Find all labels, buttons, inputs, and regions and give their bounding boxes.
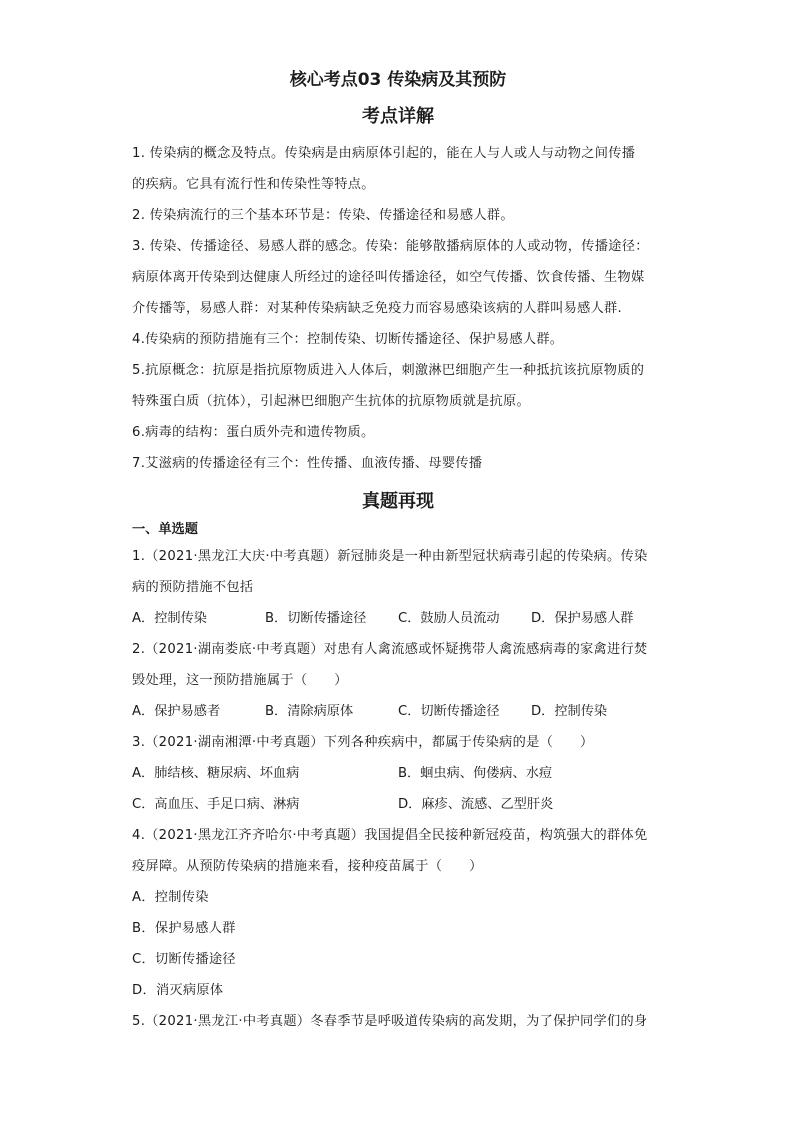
option-b: B．清除病原体 xyxy=(265,704,354,719)
question-type-heading: 一、单选题 xyxy=(132,522,198,537)
question-options xyxy=(132,789,664,820)
point-line: 3. 传染、传播途径、易感人群的感念。传染：能够散播病原体的人或动物，传播途径： xyxy=(132,239,649,254)
option-a: A．控制传染 xyxy=(132,611,207,626)
option-c: C．切断传播途径 xyxy=(132,952,236,967)
question-text: 4.（2021·黑龙江齐齐哈尔·中考真题）我国提倡全民接种新冠疫苗，构筑强大的群体免 xyxy=(132,828,648,843)
question-text: 疫屏障。从预防传染病的措施来看，接种疫苗属于（ ） xyxy=(132,859,483,874)
option-b: B．蛔虫病、佝偻病、水痘 xyxy=(398,766,553,781)
option-c: C．高血压、手足口病、淋病 xyxy=(132,797,300,812)
option-a: A．控制传染 xyxy=(132,890,209,905)
point-line: 1. 传染病的概念及特点。传染病是由病原体引起的，能在人与人或人与动物之间传播 xyxy=(132,146,636,161)
key-points-list xyxy=(132,138,664,479)
point-line: 4.传染病的预防措施有三个：控制传染、切断传播途径、保护易感人群。 xyxy=(132,332,564,347)
question-options xyxy=(132,603,664,634)
option-c: C．切断传播途径 xyxy=(398,704,500,719)
option-d: D．保护易感人群 xyxy=(531,611,634,626)
option-d: D．麻疹、流感、乙型肝炎 xyxy=(398,797,554,812)
point-line: 2. 传染病流行的三个基本环节是：传染、传播途径和易感人群。 xyxy=(132,208,514,223)
point-line: 的疾病。它具有流行性和传染性等特点。 xyxy=(132,177,375,192)
document-title: 核心考点03 传染病及其预防 xyxy=(289,70,507,90)
point-line: 病原体离开传染到达健康人所经过的途径叫传播途径，如空气传播、饮食传播、生物媒 xyxy=(132,270,645,285)
question-text: 1.（2021·黑龙江大庆·中考真题）新冠肺炎是一种由新型冠状病毒引起的传染病。传染 xyxy=(132,549,648,564)
question-5 xyxy=(132,1006,664,1037)
option-a: A．保护易感者 xyxy=(132,704,221,719)
point-line: 7.艾滋病的传播途径有三个：性传播、血液传播、母婴传播 xyxy=(132,456,483,471)
question-options xyxy=(132,696,664,727)
question-1 xyxy=(132,541,664,634)
point-line: 5.抗原概念：抗原是指抗原物质进入人体后，刺激淋巴细胞产生一种抵抗该抗原物质的 xyxy=(132,363,645,378)
document-content xyxy=(132,66,664,1037)
point-line: 特殊蛋白质（抗体），引起淋巴细胞产生抗体的抗原物质就是抗原。 xyxy=(132,394,531,409)
option-b: B．保护易感人群 xyxy=(132,921,236,936)
point-line: 6.病毒的结构：蛋白质外壳和遗传物质。 xyxy=(132,425,375,440)
section-title-past-exams: 真题再现 xyxy=(362,491,434,512)
question-text: 病的预防措施不包括 xyxy=(132,580,254,595)
question-text: 5.（2021·黑龙江·中考真题）冬春季节是呼吸道传染病的高发期，为了保护同学们的身 xyxy=(132,1014,648,1029)
option-d: D．消灭病原体 xyxy=(132,983,224,998)
section-title-key-points: 考点详解 xyxy=(362,106,434,127)
question-2 xyxy=(132,634,664,727)
question-3 xyxy=(132,727,664,820)
option-a: A．肺结核、糖尿病、坏血病 xyxy=(132,766,300,781)
option-b: B．切断传播途径 xyxy=(265,611,367,626)
option-c: C．鼓励人员流动 xyxy=(398,611,500,626)
option-d: D．控制传染 xyxy=(531,704,608,719)
question-text: 毁处理，这一预防措施属于（ ） xyxy=(132,673,348,688)
question-options xyxy=(132,758,664,789)
question-4 xyxy=(132,820,664,1006)
question-text: 3.（2021·湖南湘潭·中考真题）下列各种疾病中，都属于传染病的是（ ） xyxy=(132,735,594,750)
point-line: 介传播等，易感人群：对某种传染病缺乏免疫力而容易感染该病的人群叫易感人群. xyxy=(132,301,623,316)
question-text: 2.（2021·湖南娄底·中考真题）对患有人禽流感或怀疑携带人禽流感病毒的家禽进行焚 xyxy=(132,642,648,657)
